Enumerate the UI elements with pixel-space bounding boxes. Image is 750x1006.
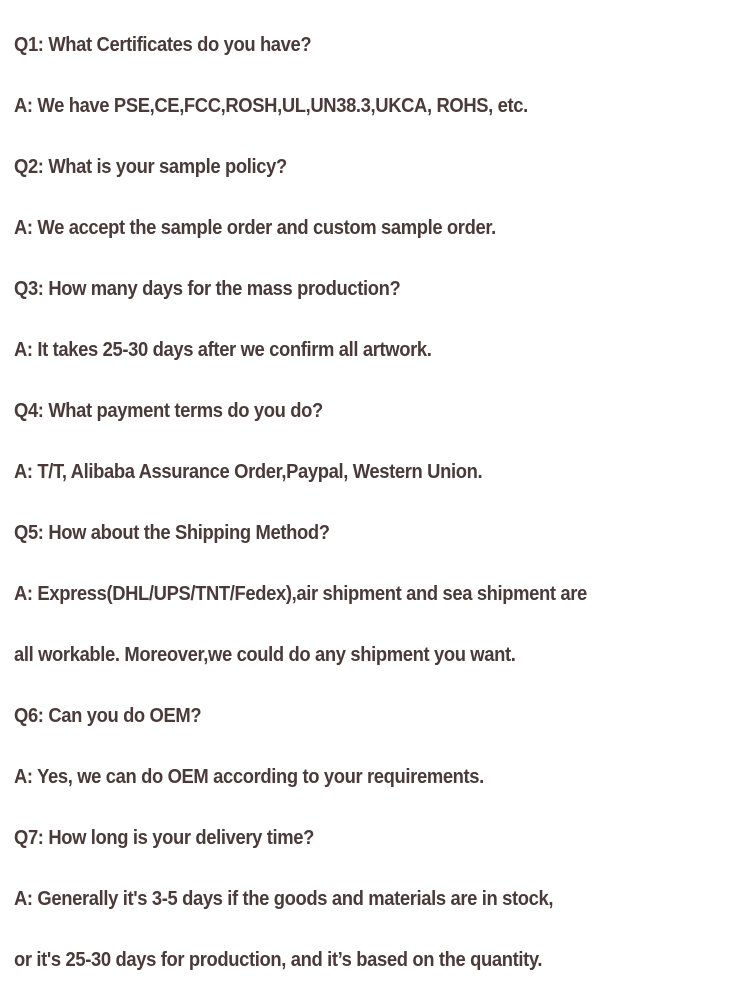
answer-2: A: We accept the sample order and custom sample order.: [14, 217, 496, 239]
question-2: Q2: What is your sample policy?: [14, 156, 287, 178]
question-1: Q1: What Certificates do you have?: [14, 34, 312, 56]
answer-1: A: We have PSE,CE,FCC,ROSH,UL,UN38.3,UKCA, ROHS, etc.: [14, 95, 528, 117]
answer-6: A: Yes, we can do OEM according to your requirements.: [14, 766, 484, 788]
question-4: Q4: What payment terms do you do?: [14, 400, 323, 422]
question-6: Q6: Can you do OEM?: [14, 705, 202, 727]
answer-7-line-2: or it's 25-30 days for production, and it’s based on the quantity.: [14, 949, 543, 971]
answer-5-line-2: all workable. Moreover,we could do any shipment you want.: [14, 644, 516, 666]
faq-list: [14, 30, 744, 1006]
question-3: Q3: How many days for the mass production?: [14, 278, 401, 300]
question-7: Q7: How long is your delivery time?: [14, 827, 314, 849]
answer-5-line-1: A: Express(DHL/UPS/TNT/Fedex),air shipment and sea shipment are: [14, 583, 587, 605]
answer-7-line-1: A: Generally it's 3-5 days if the goods and materials are in stock,: [14, 888, 554, 910]
answer-4: A: T/T, Alibaba Assurance Order,Paypal, Western Union.: [14, 461, 483, 483]
answer-3: A: It takes 25-30 days after we confirm all artwork.: [14, 339, 432, 361]
question-5: Q5: How about the Shipping Method?: [14, 522, 330, 544]
